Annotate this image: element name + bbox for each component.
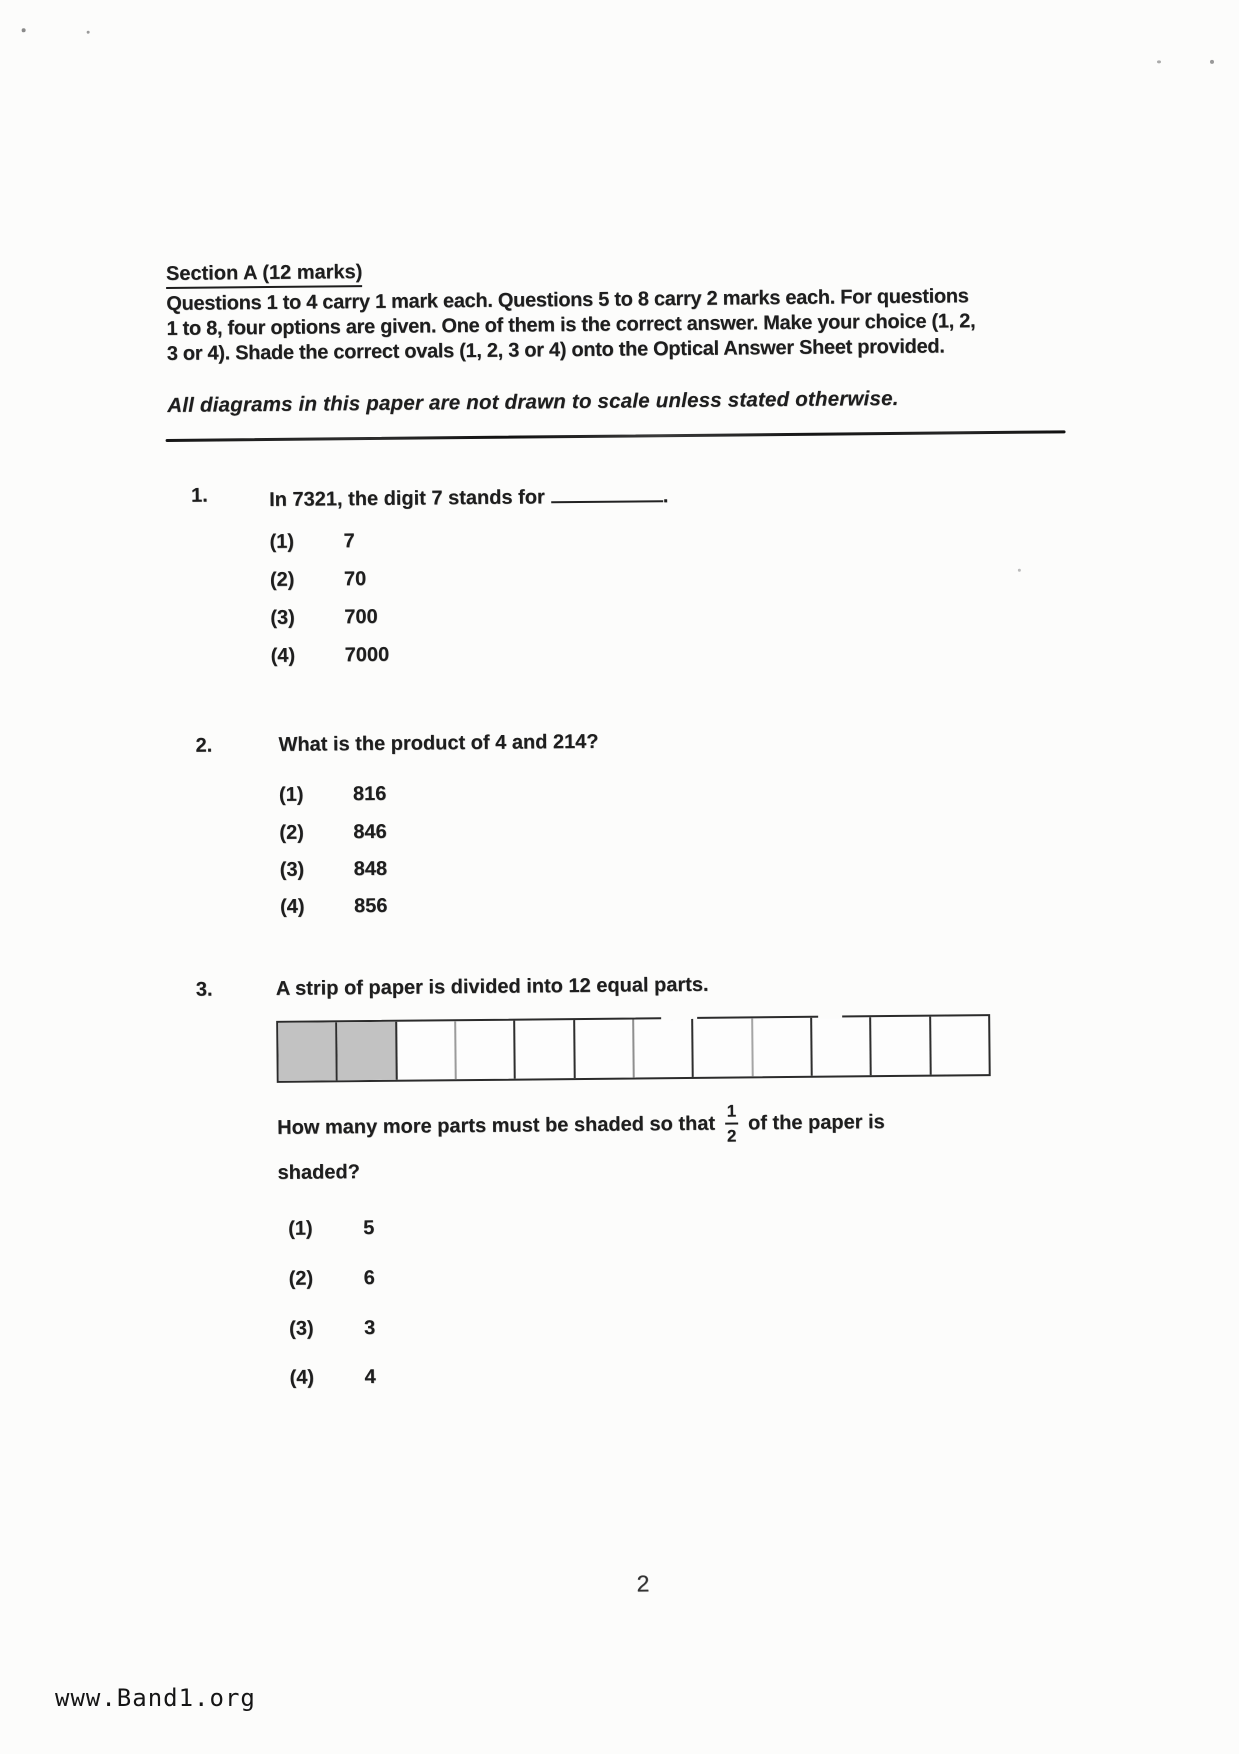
- option-value: 70: [343, 568, 367, 591]
- scan-speck: [87, 31, 90, 34]
- option-label: (4): [270, 644, 296, 667]
- fraction-numerator: 1: [726, 1101, 737, 1121]
- q1-option-3: [270, 606, 378, 630]
- q2-option-3: [280, 858, 388, 882]
- option-value: 848: [353, 857, 388, 881]
- strip-cell: [693, 1018, 753, 1077]
- option-label: (3): [289, 1317, 314, 1340]
- question-3-prompt: [277, 1087, 885, 1163]
- strip-cell: [753, 1018, 813, 1077]
- fraction-denominator: 2: [726, 1126, 737, 1146]
- option-label: (2): [269, 568, 295, 591]
- strip-cell-shaded: [338, 1022, 398, 1081]
- q3-option-2: [289, 1267, 375, 1291]
- question-2-text: What is the product of 4 and 214?: [278, 730, 599, 756]
- question-3-number: 3.: [195, 978, 213, 1001]
- q2-option-4: [280, 895, 388, 919]
- scan-speck: [22, 28, 26, 32]
- question-1-period: .: [662, 485, 669, 508]
- page-number: 2: [636, 1570, 650, 1597]
- strip-cell: [456, 1021, 516, 1080]
- question-2-number: 2.: [195, 734, 213, 757]
- site-watermark: www.Band1.org: [55, 1684, 256, 1712]
- horizontal-rule: [166, 430, 1066, 442]
- q2-option-1: [279, 783, 387, 807]
- q3-option-3: [289, 1317, 375, 1341]
- scan-speck: [1018, 569, 1021, 572]
- section-instructions: [166, 284, 975, 367]
- instruction-line: Questions 1 to 4 carry 1 mark each. Questions 5 to 8 carry 2 marks each. For questions: [166, 285, 969, 315]
- one-half-fraction: [725, 1103, 738, 1145]
- strip-cell: [931, 1016, 989, 1075]
- option-label: (1): [278, 783, 304, 806]
- q1-option-1: [269, 530, 354, 554]
- strip-cell: [397, 1021, 457, 1080]
- option-value: 7000: [344, 643, 390, 667]
- prompt-after-fraction: of the paper is: [747, 1110, 885, 1134]
- instruction-line: 1 to 8, four options are given. One of them is the correct answer. Make your choice (1, 2,: [166, 310, 976, 340]
- option-label: (4): [279, 895, 305, 918]
- answer-blank: [551, 480, 663, 503]
- option-label: (3): [279, 858, 305, 881]
- strip-cell: [812, 1017, 872, 1076]
- strip-cell: [871, 1017, 931, 1076]
- question-3-text: A strip of paper is divided into 12 equal parts.: [275, 973, 709, 1000]
- strip-cell: [515, 1020, 575, 1079]
- option-label: (3): [270, 606, 295, 629]
- instruction-line: 3 or 4). Shade the correct ovals (1, 2, 3 or 4) onto the Optical Answer Sheet provided.: [166, 335, 945, 365]
- strip-cell: [634, 1019, 694, 1078]
- q3-option-4: [289, 1366, 375, 1390]
- option-label: (1): [269, 530, 295, 553]
- option-value: 4: [364, 1365, 376, 1389]
- option-value: 700: [344, 605, 378, 629]
- option-value: 6: [363, 1266, 375, 1290]
- option-value: 5: [363, 1216, 375, 1240]
- option-value: 816: [352, 782, 387, 806]
- q1-option-4: [271, 644, 390, 668]
- strip-cell-shaded: [278, 1022, 338, 1081]
- paper-strip: [276, 1014, 991, 1083]
- scan-speck: [1210, 60, 1214, 64]
- q2-option-2: [279, 821, 387, 845]
- option-label: (2): [288, 1267, 314, 1290]
- prompt-before-fraction: How many more parts must be shaded so that: [277, 1112, 716, 1139]
- diagram-note: All diagrams in this paper are not drawn to scale unless stated otherwise.: [167, 386, 899, 417]
- question-1-text: [269, 480, 668, 512]
- option-label: (1): [288, 1217, 313, 1240]
- question-3-prompt-line2: shaded?: [277, 1161, 360, 1184]
- fraction-bar: [725, 1122, 738, 1125]
- strip-cell: [575, 1019, 635, 1078]
- question-1-number: 1.: [191, 484, 208, 507]
- option-value: 3: [364, 1316, 376, 1340]
- section-title: Section A (12 marks): [166, 261, 363, 289]
- option-label: (4): [289, 1366, 315, 1389]
- option-value: 846: [353, 820, 387, 844]
- option-label: (2): [279, 821, 304, 844]
- q1-option-2: [270, 568, 366, 592]
- option-value: 7: [343, 530, 355, 553]
- q3-option-1: [288, 1217, 374, 1241]
- question-1-stem: In 7321, the digit 7 stands for: [269, 486, 545, 511]
- option-value: 856: [353, 894, 388, 918]
- scan-speck: [1157, 60, 1161, 63]
